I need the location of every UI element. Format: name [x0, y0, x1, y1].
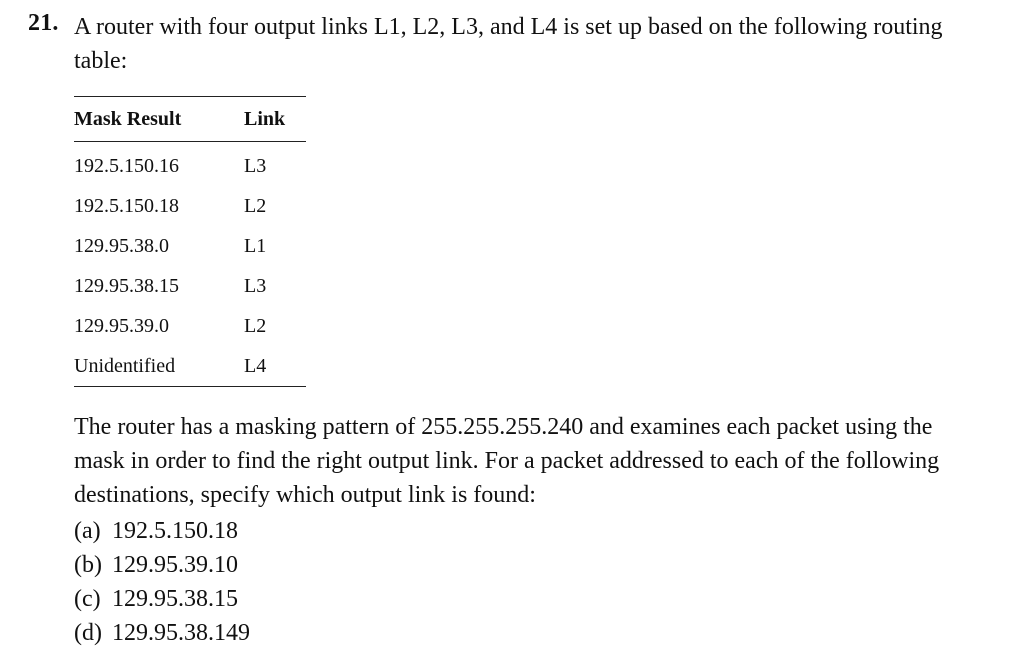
option-label: (b): [74, 552, 102, 578]
question-body: The router has a masking pattern of 255.255.255.240 and examines each packet using the mask in order to find the right output link. For a packet addressed to each of the following destinations, specify which output link is found:: [74, 414, 940, 508]
link-cell: L3: [244, 274, 267, 297]
link-cell: L2: [244, 194, 267, 217]
option-label: (a): [74, 518, 101, 544]
mask-result-cell: 192.5.150.16: [74, 154, 179, 177]
option-c: [74, 582, 250, 616]
answer-options: [74, 514, 250, 650]
option-label: (c): [74, 586, 101, 612]
link-cell: L2: [244, 314, 267, 337]
option-b: [74, 548, 250, 582]
option-d: [74, 616, 250, 650]
mask-result-cell: 129.95.38.0: [74, 234, 169, 257]
question-intro: A router with four output links L1, L2, L3, and L4 is set up based on the following routing table:: [74, 14, 943, 74]
table-row: [74, 306, 306, 346]
table-row: [74, 346, 306, 387]
link-cell: L3: [244, 154, 267, 177]
option-label: (d): [74, 620, 102, 646]
table-row: [74, 186, 306, 226]
table-header-row: [74, 97, 306, 142]
link-cell: L4: [244, 354, 267, 377]
option-value: 192.5.150.18: [112, 518, 238, 544]
header-link: Link: [244, 107, 286, 130]
routing-table: [74, 96, 306, 387]
mask-result-cell: Unidentified: [74, 354, 176, 377]
option-value: 129.95.38.149: [112, 620, 250, 646]
option-value: 129.95.38.15: [112, 586, 238, 612]
question-number: 21.: [28, 10, 59, 36]
table-row: [74, 266, 306, 306]
mask-result-cell: 192.5.150.18: [74, 194, 179, 217]
mask-result-cell: 129.95.39.0: [74, 314, 169, 337]
option-a: [74, 514, 250, 548]
table-row: [74, 226, 306, 266]
mask-result-cell: 129.95.38.15: [74, 274, 179, 297]
option-value: 129.95.39.10: [112, 552, 238, 578]
link-cell: L1: [244, 234, 267, 257]
header-mask-result: Mask Result: [74, 107, 182, 130]
table-row: [74, 142, 306, 187]
